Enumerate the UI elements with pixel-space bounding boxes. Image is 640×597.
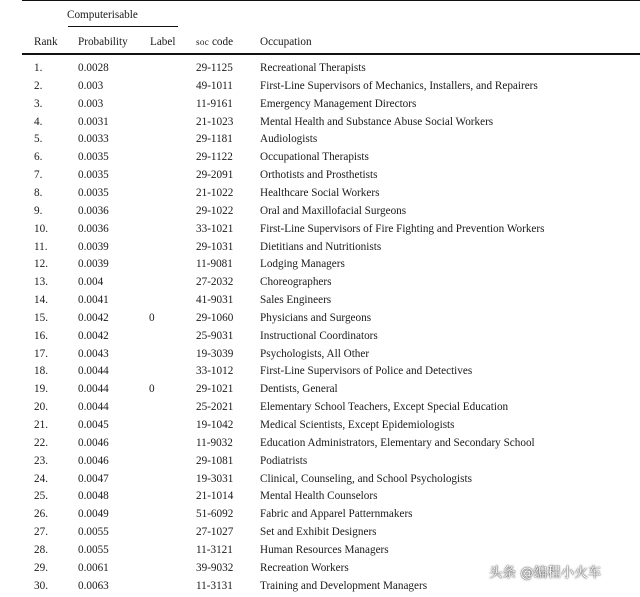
cell-soc-code: 33-1012 xyxy=(196,365,234,378)
cell-occupation: Psychologists, All Other xyxy=(260,347,370,360)
cell-occupation: Emergency Management Directors xyxy=(260,97,417,110)
cell-rank: 18. xyxy=(34,365,48,378)
cell-probability: 0.0049 xyxy=(78,508,109,521)
cell-rank: 13. xyxy=(34,276,48,289)
cell-rank: 16. xyxy=(34,329,48,342)
table-row xyxy=(0,257,640,275)
soc-smallcaps: soc xyxy=(196,37,210,47)
cell-probability: 0.0036 xyxy=(78,204,109,217)
cell-occupation: Audiologists xyxy=(260,133,318,146)
table-row xyxy=(0,418,640,436)
cell-soc-code: 29-1122 xyxy=(196,151,233,164)
cell-rank: 25. xyxy=(34,490,48,503)
cell-probability: 0.0041 xyxy=(78,294,109,307)
column-header-label: Label xyxy=(150,36,176,48)
cell-soc-code: 41-9031 xyxy=(196,294,234,307)
cell-rank: 21. xyxy=(34,419,48,431)
column-header-occupation: Occupation xyxy=(260,36,312,48)
cell-probability: 0.0028 xyxy=(78,62,109,74)
cell-label: 0 xyxy=(149,383,155,396)
cell-probability: 0.0055 xyxy=(78,543,109,556)
group-header-computerisable: Computerisable xyxy=(67,9,138,21)
group-header-rule xyxy=(68,26,178,27)
cell-soc-code: 25-2021 xyxy=(196,401,234,414)
cell-soc-code: 11-9081 xyxy=(196,258,233,271)
cell-rank: 26. xyxy=(34,508,48,521)
table-row xyxy=(0,61,640,79)
column-header-probability: Probability xyxy=(78,36,128,48)
cell-rank: 9. xyxy=(34,204,43,217)
cell-probability: 0.0047 xyxy=(78,472,109,485)
soc-code-suffix: code xyxy=(209,36,234,48)
cell-soc-code: 29-1060 xyxy=(196,311,234,324)
cell-rank: 10. xyxy=(34,222,48,235)
table-row xyxy=(0,347,640,365)
cell-probability: 0.0063 xyxy=(78,579,109,592)
cell-soc-code: 51-6092 xyxy=(196,508,234,521)
cell-soc-code: 29-1022 xyxy=(196,204,234,217)
cell-rank: 6. xyxy=(34,151,43,164)
table-row xyxy=(0,472,640,490)
table-row xyxy=(0,132,640,150)
cell-occupation: Lodging Managers xyxy=(260,258,345,271)
cell-probability: 0.0055 xyxy=(78,526,109,539)
cell-probability: 0.0048 xyxy=(78,490,109,503)
cell-occupation: Physicians and Surgeons xyxy=(260,311,372,324)
table-row xyxy=(0,168,640,186)
table-row xyxy=(0,364,640,382)
cell-soc-code: 11-3121 xyxy=(196,543,233,556)
cell-occupation: Fabric and Apparel Patternmakers xyxy=(260,508,413,521)
watermark: 头条 @编程小火车 xyxy=(489,565,602,581)
cell-probability: 0.0031 xyxy=(78,115,109,128)
cell-occupation: Human Resources Managers xyxy=(260,543,389,556)
table-row xyxy=(0,222,640,240)
table-row xyxy=(0,382,640,400)
cell-occupation: Occupational Therapists xyxy=(260,151,369,164)
cell-occupation: Set and Exhibit Designers xyxy=(260,526,377,539)
table-top-rule xyxy=(22,0,640,1)
cell-probability: 0.0036 xyxy=(78,222,109,235)
table-row xyxy=(0,400,640,418)
table-row xyxy=(0,454,640,472)
cell-soc-code: 29-1181 xyxy=(196,133,233,146)
cell-rank: 4. xyxy=(34,115,43,128)
cell-occupation: Instructional Coordinators xyxy=(260,329,378,342)
cell-rank: 11. xyxy=(34,240,48,253)
table-row xyxy=(0,115,640,133)
cell-occupation: Medical Scientists, Except Epidemiologists xyxy=(260,419,455,431)
cell-probability: 0.003 xyxy=(78,79,104,92)
cell-occupation: Dietitians and Nutritionists xyxy=(260,240,382,253)
table-row xyxy=(0,150,640,168)
cell-soc-code: 39-9032 xyxy=(196,561,234,574)
cell-probability: 0.0044 xyxy=(78,401,109,414)
table-row xyxy=(0,525,640,543)
cell-rank: 20. xyxy=(34,401,48,414)
cell-rank: 24. xyxy=(34,472,48,485)
cell-occupation: Mental Health and Substance Abuse Social Workers xyxy=(260,115,494,128)
cell-soc-code: 29-1125 xyxy=(196,62,233,74)
table-row xyxy=(0,293,640,311)
cell-probability: 0.0045 xyxy=(78,419,109,431)
table-row xyxy=(0,543,640,561)
cell-probability: 0.0046 xyxy=(78,454,109,467)
cell-soc-code: 27-2032 xyxy=(196,276,234,289)
table-row xyxy=(0,240,640,258)
cell-occupation: Recreational Therapists xyxy=(260,62,366,74)
table-row xyxy=(0,311,640,329)
cell-probability: 0.0035 xyxy=(78,151,109,164)
table-row xyxy=(0,579,640,597)
cell-rank: 7. xyxy=(34,169,43,182)
cell-soc-code: 11-9161 xyxy=(196,97,233,110)
cell-occupation: Elementary School Teachers, Except Special Education xyxy=(260,401,509,414)
cell-soc-code: 21-1022 xyxy=(196,186,234,199)
cell-occupation: Dentists, General xyxy=(260,383,338,396)
cell-occupation: Education Administrators, Elementary and Secondary School xyxy=(260,436,535,449)
cell-soc-code: 11-9032 xyxy=(196,436,233,449)
cell-probability: 0.0042 xyxy=(78,329,109,342)
table-row xyxy=(0,275,640,293)
cell-rank: 2. xyxy=(34,79,43,92)
cell-soc-code: 21-1014 xyxy=(196,490,234,503)
cell-probability: 0.0033 xyxy=(78,133,109,146)
table-row xyxy=(0,436,640,454)
cell-soc-code: 29-1021 xyxy=(196,383,234,396)
cell-occupation: Clinical, Counseling, and School Psychologists xyxy=(260,472,472,485)
cell-soc-code: 21-1023 xyxy=(196,115,234,128)
cell-occupation: Podiatrists xyxy=(260,454,308,467)
cell-occupation: Oral and Maxillofacial Surgeons xyxy=(260,204,407,217)
cell-soc-code: 11-3131 xyxy=(196,579,233,592)
cell-rank: 19. xyxy=(34,383,48,396)
table-row xyxy=(0,329,640,347)
cell-rank: 23. xyxy=(34,454,48,467)
cell-rank: 29. xyxy=(34,561,48,574)
table-row xyxy=(0,489,640,507)
cell-soc-code: 29-1031 xyxy=(196,240,234,253)
cell-occupation: Choreographers xyxy=(260,276,332,289)
cell-probability: 0.0042 xyxy=(78,311,109,324)
cell-occupation: Mental Health Counselors xyxy=(260,490,378,503)
table-row xyxy=(0,204,640,222)
cell-label: 0 xyxy=(149,311,155,324)
cell-rank: 3. xyxy=(34,97,43,110)
cell-soc-code: 25-9031 xyxy=(196,329,234,342)
header-bottom-rule xyxy=(22,53,640,55)
cell-occupation: First-Line Supervisors of Mechanics, Installers, and Repairers xyxy=(260,79,538,92)
cell-probability: 0.0035 xyxy=(78,169,109,182)
cell-probability: 0.0061 xyxy=(78,561,109,574)
column-header-soc-code xyxy=(196,35,233,49)
cell-rank: 17. xyxy=(34,347,48,360)
cell-probability: 0.0044 xyxy=(78,383,109,396)
table-row xyxy=(0,186,640,204)
cell-rank: 5. xyxy=(34,133,43,146)
cell-rank: 15. xyxy=(34,311,48,324)
cell-soc-code: 27-1027 xyxy=(196,526,234,539)
cell-soc-code: 19-1042 xyxy=(196,419,234,431)
cell-rank: 1. xyxy=(34,62,43,74)
cell-probability: 0.004 xyxy=(78,276,104,289)
cell-soc-code: 29-2091 xyxy=(196,169,234,182)
cell-rank: 8. xyxy=(34,186,43,199)
cell-soc-code: 49-1011 xyxy=(196,79,233,92)
cell-occupation: Orthotists and Prosthetists xyxy=(260,169,378,182)
cell-probability: 0.0035 xyxy=(78,186,109,199)
cell-occupation: Sales Engineers xyxy=(260,294,332,307)
cell-occupation: Training and Development Managers xyxy=(260,579,428,592)
cell-rank: 14. xyxy=(34,294,48,307)
cell-rank: 12. xyxy=(34,258,48,271)
cell-soc-code: 29-1081 xyxy=(196,454,234,467)
column-header-rank: Rank xyxy=(34,36,58,48)
cell-probability: 0.0044 xyxy=(78,365,109,378)
cell-occupation: First-Line Supervisors of Police and Detectives xyxy=(260,365,473,378)
table-row xyxy=(0,507,640,525)
cell-occupation: Recreation Workers xyxy=(260,561,349,574)
table-row xyxy=(0,79,640,97)
cell-rank: 27. xyxy=(34,526,48,539)
cell-soc-code: 33-1021 xyxy=(196,222,234,235)
cell-probability: 0.0039 xyxy=(78,258,109,271)
cell-soc-code: 19-3039 xyxy=(196,347,234,360)
table-row xyxy=(0,97,640,115)
cell-probability: 0.0039 xyxy=(78,240,109,253)
cell-occupation: First-Line Supervisors of Fire Fighting and Prevention Workers xyxy=(260,222,545,235)
cell-probability: 0.0043 xyxy=(78,347,109,360)
cell-probability: 0.003 xyxy=(78,97,104,110)
cell-occupation: Healthcare Social Workers xyxy=(260,186,380,199)
cell-rank: 30. xyxy=(34,579,48,592)
cell-soc-code: 19-3031 xyxy=(196,472,234,485)
cell-rank: 28. xyxy=(34,543,48,556)
cell-rank: 22. xyxy=(34,436,48,449)
cell-probability: 0.0046 xyxy=(78,436,109,449)
